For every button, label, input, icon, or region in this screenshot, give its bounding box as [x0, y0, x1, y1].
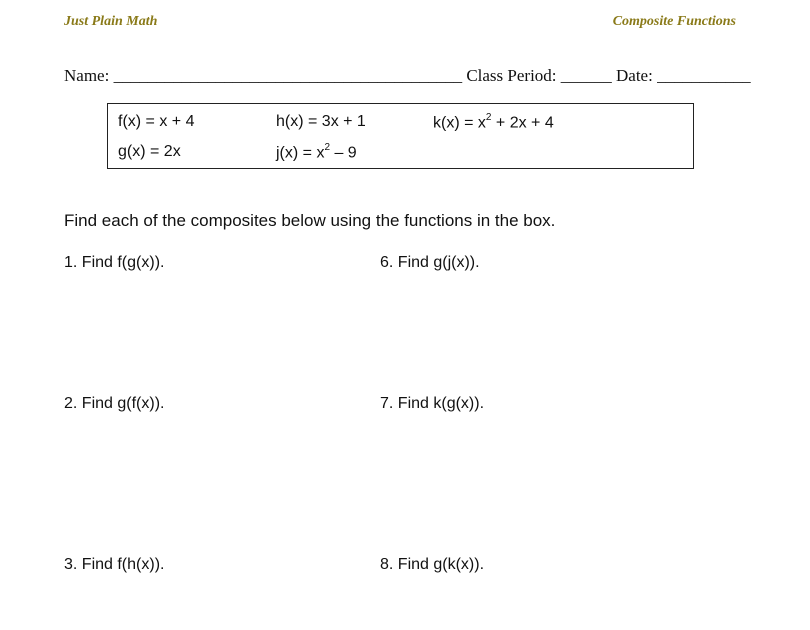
question-2: 2. Find g(f(x)). — [64, 395, 165, 412]
function-k-base: k(x) = x — [433, 114, 486, 132]
name-class-date-line: Name: _________________________________________ Class Period: ______ Date: ___________ — [64, 66, 751, 85]
function-h: h(x) = 3x + 1 — [276, 113, 366, 130]
function-j-exponent: 2 — [324, 142, 331, 153]
question-7: 7. Find k(g(x)). — [380, 395, 485, 412]
function-f: f(x) = x + 4 — [118, 113, 195, 130]
function-k-rest: + 2x + 4 — [491, 114, 554, 132]
question-3: 3. Find f(h(x)). — [64, 556, 165, 573]
function-j-base: j(x) = x — [276, 144, 325, 162]
question-8: 8. Find g(k(x)). — [380, 556, 485, 573]
instructions: Find each of the composites below using the functions in the box. — [64, 211, 556, 230]
function-g: g(x) = 2x — [118, 143, 181, 160]
question-1: 1. Find f(g(x)). — [64, 254, 165, 271]
function-j — [276, 143, 357, 162]
function-k — [433, 113, 554, 132]
function-j-rest: – 9 — [330, 144, 357, 162]
header-left-title: Just Plain Math — [64, 14, 158, 29]
function-k-exponent: 2 — [485, 112, 492, 123]
functions-box — [107, 103, 694, 169]
header-right-title: Composite Functions — [612, 14, 736, 29]
question-6: 6. Find g(j(x)). — [380, 254, 480, 271]
